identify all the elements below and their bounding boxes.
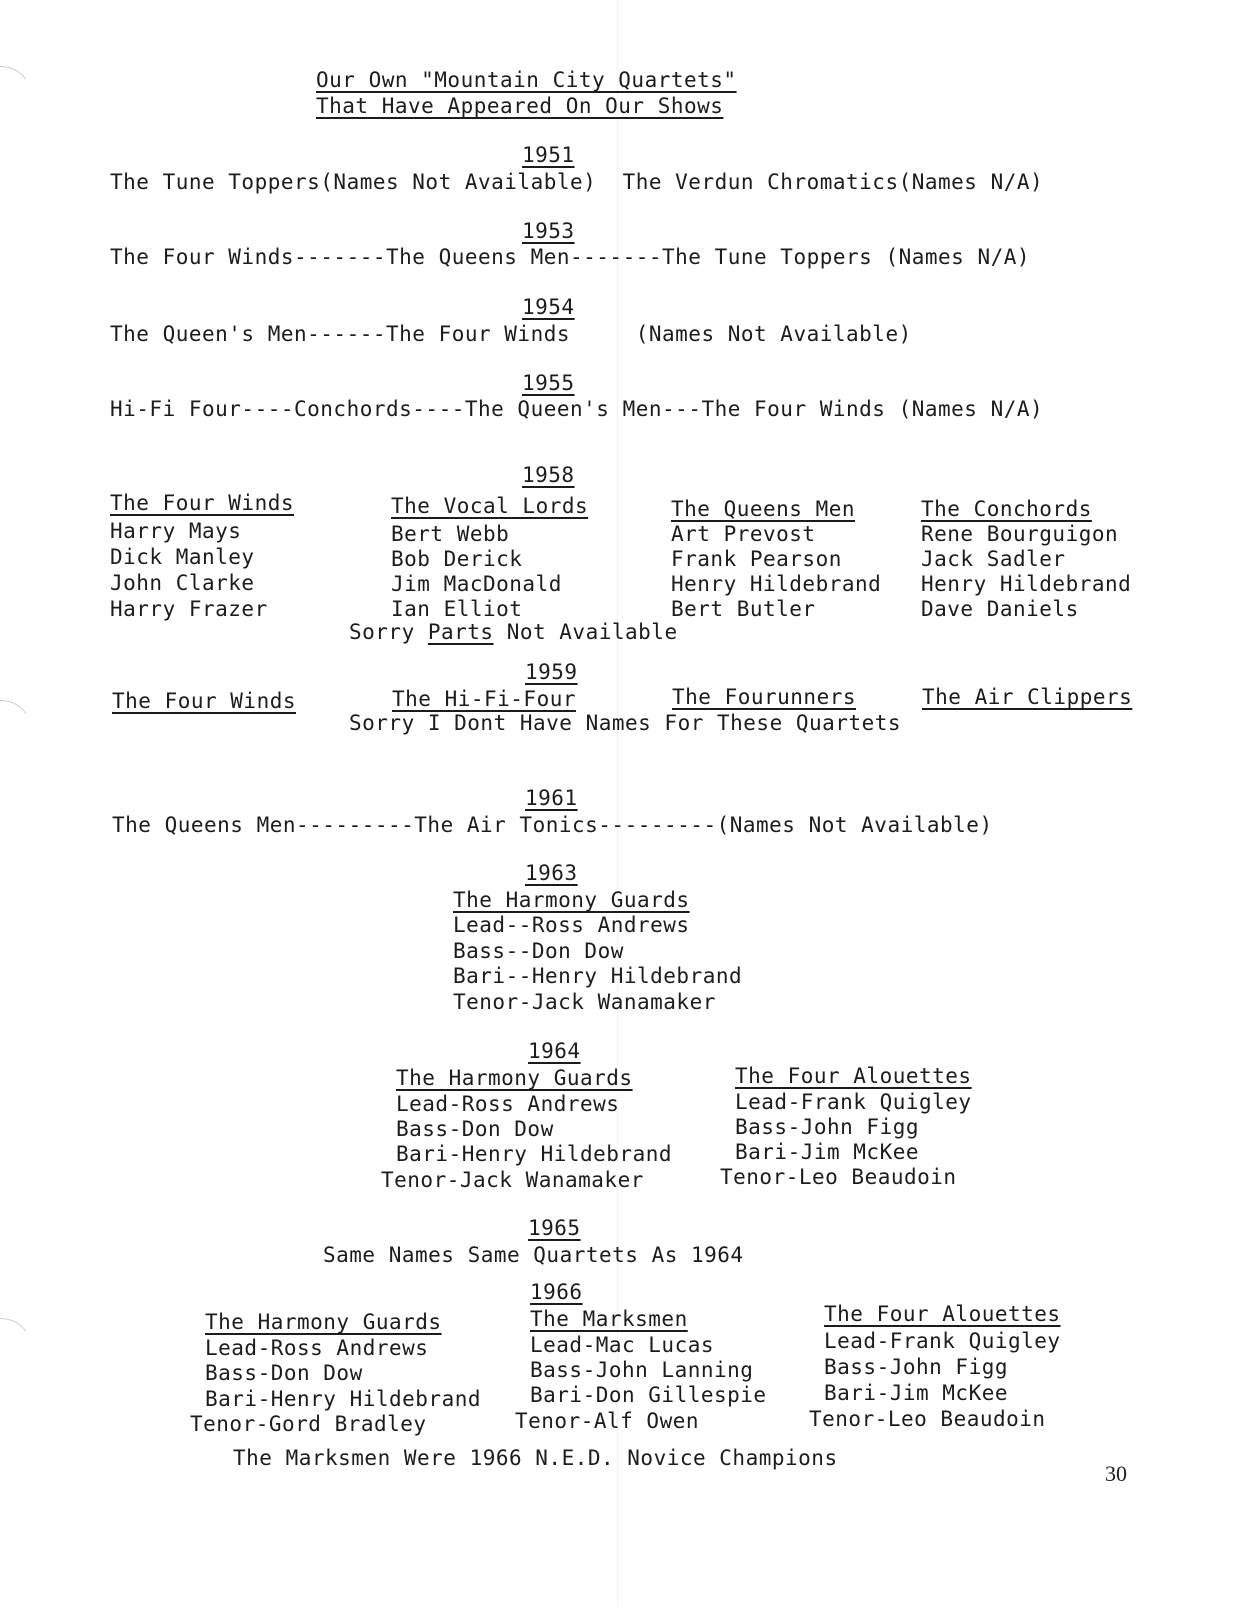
member-name: Jim MacDonald	[391, 572, 562, 596]
member-name: Bass--Don Dow	[453, 939, 624, 963]
member-name: Tenor-Alf Owen	[515, 1409, 700, 1433]
quartet-name: The Fourunners	[672, 685, 857, 709]
page-subtitle: That Have Appeared On Our Shows	[316, 94, 724, 118]
page-number: 30	[1105, 1461, 1127, 1486]
year-heading-1951: 1951	[522, 143, 575, 167]
member-name: Henry Hildebrand	[921, 572, 1132, 596]
quartet-name: The Harmony Guards	[396, 1066, 633, 1090]
member-name: Lead-Frank Quigley	[735, 1090, 972, 1114]
year-heading-1954: 1954	[522, 295, 575, 319]
note-1965: Same Names Same Quartets As 1964	[323, 1243, 744, 1267]
member-name: Henry Hildebrand	[671, 572, 882, 596]
member-name: Ian Elliot	[391, 597, 523, 621]
member-name: Bari-Henry Hildebrand	[205, 1387, 482, 1411]
quartets-line-1951: The Tune Toppers(Names Not Available) The Verdun Chromatics(Names N/A)	[110, 170, 1044, 194]
binder-hole-bottom	[0, 1313, 37, 1385]
member-name: Art Prevost	[671, 522, 816, 546]
year-heading-1959: 1959	[525, 660, 578, 684]
member-name: Bari-Jim McKee	[824, 1381, 1009, 1405]
quartets-line-1954: The Queen's Men------The Four Winds (Names Not Available)	[110, 322, 912, 346]
year-heading-1953: 1953	[522, 219, 575, 243]
quartet-name: The Air Clippers	[922, 685, 1133, 709]
member-name: Tenor-Jack Wanamaker	[381, 1168, 644, 1192]
year-heading-1966: 1966	[530, 1280, 583, 1304]
quartet-name: The Queens Men	[671, 497, 856, 521]
note-1959: Sorry I Dont Have Names For These Quartets	[349, 711, 902, 735]
member-name: Harry Mays	[110, 519, 242, 543]
quartet-name: The Four Winds	[110, 491, 295, 515]
member-name: Lead-Ross Andrews	[396, 1092, 620, 1116]
member-name: Dave Daniels	[921, 597, 1079, 621]
member-name: Bass-Don Dow	[396, 1117, 554, 1141]
quartet-name: The Four Winds	[112, 689, 297, 713]
quartet-name: The Conchords	[921, 497, 1092, 521]
note-1966: The Marksmen Were 1966 N.E.D. Novice Champions	[233, 1446, 838, 1470]
quartet-name: The Harmony Guards	[205, 1310, 442, 1334]
member-name: Bari--Henry Hildebrand	[453, 964, 743, 988]
member-name: Lead--Ross Andrews	[453, 913, 690, 937]
member-name: Bert Butler	[671, 597, 816, 621]
binder-hole-middle	[0, 695, 37, 767]
quartets-line-1961: The Queens Men---------The Air Tonics---------(Names Not Available)	[112, 813, 993, 837]
member-name: Bass-John Lanning	[530, 1358, 754, 1382]
page-title: Our Own "Mountain City Quartets"	[316, 68, 737, 92]
member-name: Bass-John Figg	[824, 1355, 1009, 1379]
member-name: Rene Bourguigon	[921, 522, 1119, 546]
year-heading-1965: 1965	[528, 1216, 581, 1240]
member-name: Jack Sadler	[921, 547, 1066, 571]
note-text: Sorry	[349, 620, 428, 644]
member-name: Bert Webb	[391, 522, 510, 546]
quartet-name: The Harmony Guards	[453, 888, 690, 912]
member-name: Tenor-Jack Wanamaker	[453, 990, 716, 1014]
member-name: Bass-Don Dow	[205, 1361, 363, 1385]
year-heading-1964: 1964	[528, 1039, 581, 1063]
year-heading-1958: 1958	[522, 463, 575, 487]
member-name: Tenor-Gord Bradley	[190, 1412, 427, 1436]
note-text: Not Available	[493, 620, 678, 644]
member-name: Lead-Frank Quigley	[824, 1329, 1061, 1353]
member-name: Bari-Don Gillespie	[530, 1383, 767, 1407]
member-name: Harry Frazer	[110, 597, 268, 621]
quartets-line-1953: The Four Winds-------The Queens Men-------The Tune Toppers (Names N/A)	[110, 245, 1031, 269]
binder-hole-top	[0, 61, 37, 133]
member-name: Lead-Ross Andrews	[205, 1336, 429, 1360]
member-name: Tenor-Leo Beaudoin	[809, 1407, 1046, 1431]
quartets-line-1955: Hi-Fi Four----Conchords----The Queen's Men---The Four Winds (Names N/A)	[110, 397, 1044, 421]
member-name: Tenor-Leo Beaudoin	[720, 1165, 957, 1189]
quartet-name: The Four Alouettes	[824, 1302, 1061, 1326]
member-name: Bari-Henry Hildebrand	[396, 1142, 673, 1166]
member-name: Bass-John Figg	[735, 1115, 920, 1139]
member-name: Bari-Jim McKee	[735, 1140, 920, 1164]
quartet-name: The Four Alouettes	[735, 1064, 972, 1088]
member-name: Frank Pearson	[671, 547, 842, 571]
member-name: Bob Derick	[391, 547, 523, 571]
member-name: John Clarke	[110, 571, 255, 595]
year-heading-1961: 1961	[525, 786, 578, 810]
year-heading-1955: 1955	[522, 371, 575, 395]
note-underlined-word: Parts	[427, 620, 494, 644]
quartet-name: The Marksmen	[530, 1307, 688, 1331]
note-1958	[349, 620, 678, 644]
member-name: Dick Manley	[110, 545, 255, 569]
quartet-name: The Vocal Lords	[391, 494, 589, 518]
member-name: Lead-Mac Lucas	[530, 1333, 715, 1357]
quartet-name: The Hi-Fi-Four	[392, 687, 577, 711]
year-heading-1963: 1963	[525, 861, 578, 885]
